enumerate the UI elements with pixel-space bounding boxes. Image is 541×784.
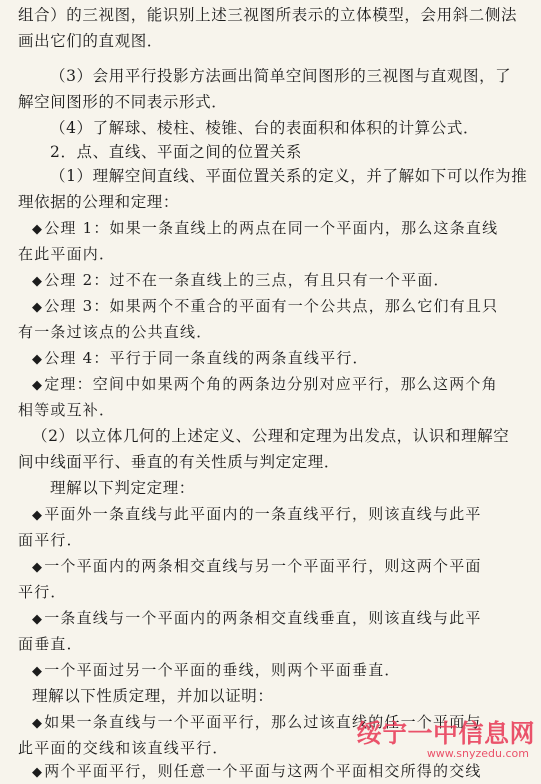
- text-line: [32, 215, 541, 241]
- text-line: [32, 267, 541, 293]
- text-line: [18, 241, 541, 267]
- text-line: [32, 683, 541, 709]
- bullet-diamond-icon: ◆: [32, 222, 44, 237]
- watermark-url: www.snyzedu.com: [426, 747, 529, 760]
- text-line: [32, 371, 541, 397]
- text-line: [50, 139, 541, 165]
- text-line: [50, 63, 541, 89]
- line-text: 一个平面过另一个平面的垂线，则两个平面垂直．: [44, 661, 401, 679]
- line-text: 理解以下性质定理，并加以证明：: [32, 687, 274, 705]
- line-text: 组合）的三视图，能识别上述三视图所表示的立体模型，会用斜二侧法: [18, 6, 518, 24]
- bullet-diamond-icon: ◆: [32, 508, 44, 523]
- text-line: [18, 319, 541, 345]
- line-text: 定理：空间中如果两个角的两条边分别对应平行，那么这两个角: [44, 375, 498, 393]
- line-text: 此平面的交线和该直线平行．: [18, 739, 229, 757]
- line-text: 两个平面平行，则任意一个平面与这两个平面相交所得的交线: [44, 762, 482, 780]
- line-text: 面平行．: [18, 531, 83, 549]
- line-text: 理解以下判定定理：: [50, 479, 195, 497]
- bullet-diamond-icon: ◆: [32, 378, 44, 393]
- line-text: 理依据的公理和定理：: [18, 193, 180, 211]
- line-text: 公理 2：过不在一条直线上的三点，有且只有一个平面．: [44, 271, 450, 289]
- text-line: [32, 423, 541, 449]
- line-text: 公理 3：如果两个不重合的平面有一个公共点，那么它们有且只: [44, 297, 499, 315]
- line-text: 在此平面内．: [18, 245, 116, 263]
- line-text: （1）理解空间直线、平面位置关系的定义，并了解如下可以作为推: [50, 167, 528, 185]
- watermark-title: 绥宁一中信息网: [356, 719, 535, 748]
- bullet-diamond-icon: ◆: [32, 664, 44, 679]
- text-line: [32, 293, 541, 319]
- line-text: 面垂直．: [18, 635, 83, 653]
- text-line: [32, 605, 541, 631]
- bullet-diamond-icon: ◆: [32, 274, 44, 289]
- line-text: 有一条过该点的公共直线．: [18, 323, 213, 341]
- text-line: [18, 2, 541, 28]
- text-line: [32, 657, 541, 683]
- text-line: [18, 28, 541, 54]
- line-text: 2．点、直线、平面之间的位置关系: [50, 143, 302, 161]
- text-line: [18, 579, 541, 605]
- text-line: [50, 115, 541, 141]
- text-line: [18, 189, 541, 215]
- text-line: [18, 397, 541, 423]
- line-text: 平面外一条直线与此平面内的一条直线平行，则该直线与此平: [44, 505, 482, 523]
- text-line: [32, 345, 541, 371]
- bullet-diamond-icon: ◆: [32, 612, 44, 627]
- bullet-diamond-icon: ◆: [32, 765, 44, 780]
- line-text: 一个平面内的两条相交直线与另一个平面平行，则这两个平面: [44, 557, 482, 575]
- text-line: [50, 475, 541, 501]
- text-line: [32, 553, 541, 579]
- bullet-diamond-icon: ◆: [32, 300, 44, 315]
- bullet-diamond-icon: ◆: [32, 352, 44, 367]
- text-line: [18, 89, 541, 115]
- line-text: 平行．: [18, 583, 67, 601]
- line-text: 公理 4：平行于同一条直线的两条直线平行．: [44, 349, 369, 367]
- line-text: （2）以立体几何的上述定义、公理和定理为出发点，认识和理解空: [32, 427, 510, 445]
- line-text: 公理 1：如果一条直线上的两点在同一个平面内，那么这条直线: [44, 219, 499, 237]
- line-text: 一条直线与一个平面内的两条相交直线垂直，则该直线与此平: [44, 609, 482, 627]
- line-text: （4）了解球、棱柱、棱锥、台的表面积和体积的计算公式．: [50, 119, 480, 137]
- line-text: 画出它们的直观图．: [18, 32, 163, 50]
- line-text: （3）会用平行投影方法画出简单空间图形的三视图与直观图，了: [50, 67, 512, 85]
- text-line: [18, 449, 541, 475]
- bullet-diamond-icon: ◆: [32, 716, 44, 731]
- line-text: 相等或互补．: [18, 401, 116, 419]
- text-line: [32, 501, 541, 527]
- bullet-diamond-icon: ◆: [32, 560, 44, 575]
- line-text: 解空间图形的不同表示形式．: [18, 93, 228, 111]
- text-line: [50, 163, 541, 189]
- line-text: 如果一条直线与一个平面平行，那么过该直线的任一个平面与: [44, 713, 482, 731]
- text-line: [18, 527, 541, 553]
- text-line: [18, 631, 541, 657]
- line-text: 间中线面平行、垂直的有关性质与判定定理．: [18, 453, 341, 471]
